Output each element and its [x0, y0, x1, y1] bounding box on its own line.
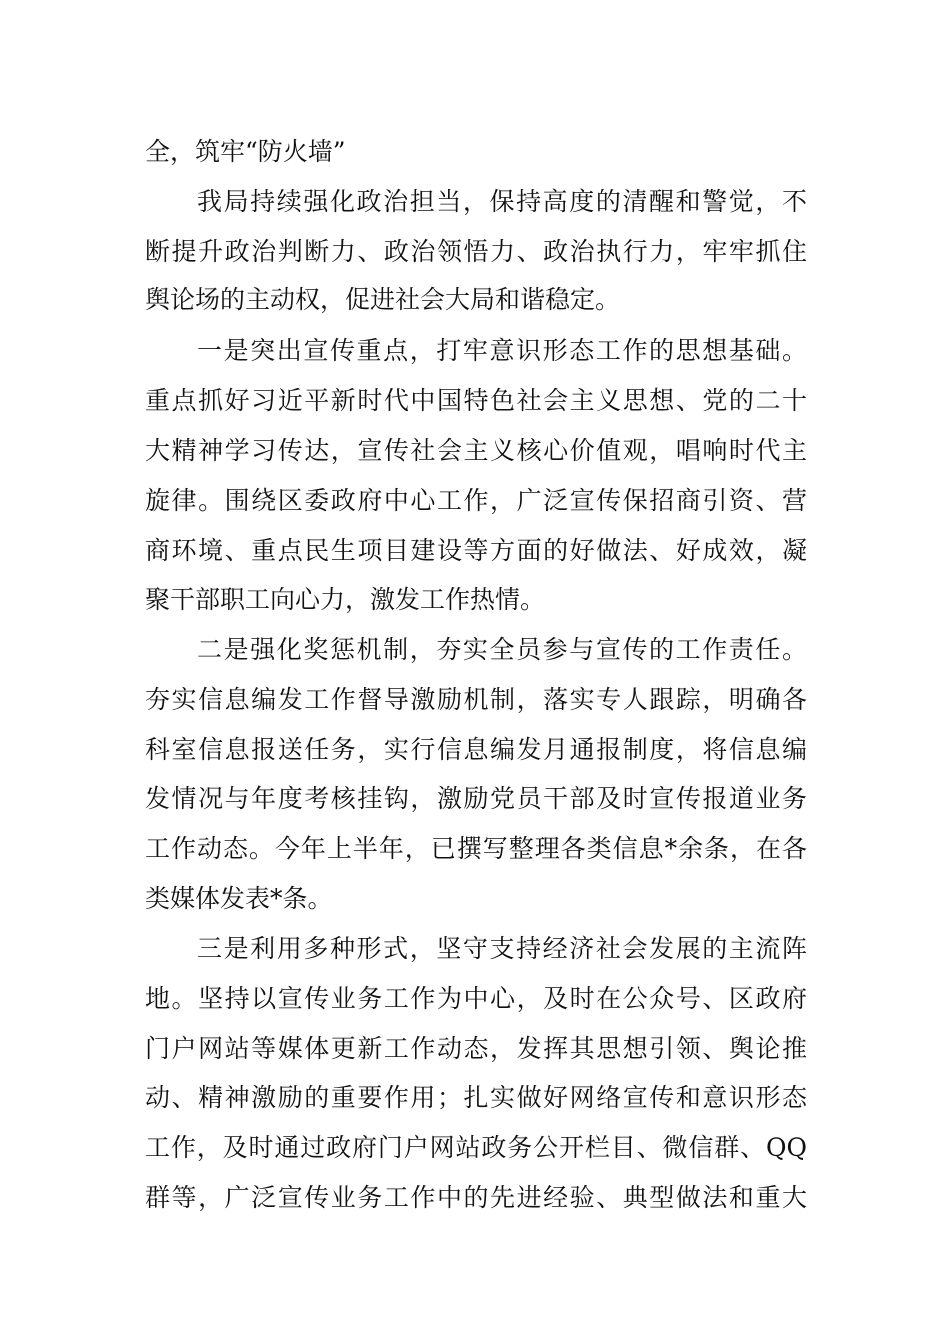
text-line: 旋律。围绕区委政府中心工作，广泛宣传保招商引资、营 [145, 486, 807, 515]
text-line: 地。坚持以宣传业务工作为中心，及时在公众号、区政府 [145, 984, 807, 1013]
text-line: 工作动态。今年上半年，已撰写整理各类信息*余条，在各 [145, 834, 807, 863]
text-line: 夯实信息编发工作督导激励机制，落实专人跟踪，明确各 [145, 685, 807, 714]
text-line: 动、精神激励的重要作用；扎实做好网络宣传和意识形态 [145, 1083, 807, 1112]
text-line: 全，筑牢“防火墙” [145, 137, 346, 166]
paragraph-first-line: 二是强化奖惩机制，夯实全员参与宣传的工作责任。 [197, 635, 807, 664]
paragraph-first-line: 一是突出宣传重点，打牢意识形态工作的思想基础。 [197, 336, 807, 365]
paragraph-first-line: 三是利用多种形式，坚守支持经济社会发展的主流阵 [197, 934, 807, 963]
text-line: 大精神学习传达，宣传社会主义核心价值观，唱响时代主 [145, 436, 807, 465]
paragraph-first-line: 我局持续强化政治担当，保持高度的清醒和警觉，不 [197, 187, 807, 216]
text-line: 聚干部职工向心力，激发工作热情。 [145, 585, 546, 614]
text-line: 群等，广泛宣传业务工作中的先进经验、典型做法和重大 [145, 1183, 807, 1212]
text-line: 科室信息报送任务，实行信息编发月通报制度，将信息编 [145, 735, 807, 764]
text-line: 断提升政治判断力、政治领悟力、政治执行力，牢牢抓住 [145, 237, 807, 266]
text-line: 门户网站等媒体更新工作动态，发挥其思想引领、舆论推 [145, 1034, 807, 1063]
text-line: 工作，及时通过政府门户网站政务公开栏目、微信群、QQ [145, 1133, 807, 1162]
text-line: 重点抓好习近平新时代中国特色社会主义思想、党的二十 [145, 386, 807, 415]
text-line: 商环境、重点民生项目建设等方面的好做法、好成效，凝 [145, 536, 807, 565]
text-line: 发情况与年度考核挂钩，激励党员干部及时宣传报道业务 [145, 784, 807, 813]
text-line: 舆论场的主动权，促进社会大局和谐稳定。 [145, 285, 621, 314]
text-line: 类媒体发表*条。 [145, 884, 333, 913]
